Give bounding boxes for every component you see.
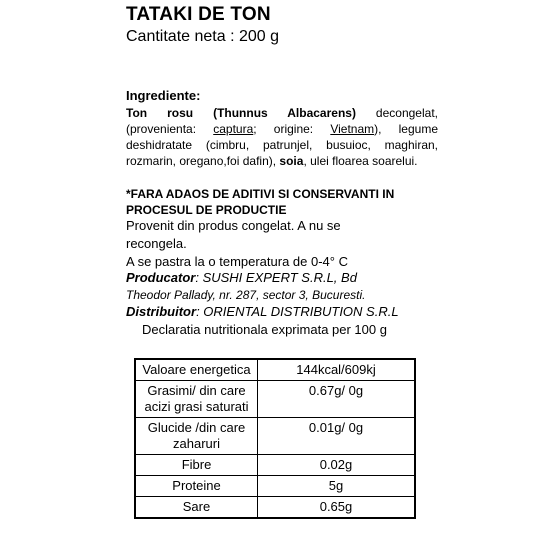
distributor-line bbox=[126, 304, 438, 319]
table-row bbox=[135, 476, 415, 497]
nutrition-declaration: Declaratia nutritionala exprimata per 100 g bbox=[142, 322, 387, 337]
table-row bbox=[135, 418, 415, 455]
captura-text: captura bbox=[213, 122, 254, 136]
no-additives-warning: *FARA ADAOS DE ADITIVI SI CONSERVANTI IN PROCESUL DE PRODUCTIE bbox=[126, 187, 395, 217]
ingredients-part: decongelat, bbox=[355, 106, 438, 120]
product-title: TATAKI DE TON bbox=[126, 4, 271, 25]
main-ingredient: Ton rosu (Thunnus Albacarens) bbox=[126, 106, 356, 120]
table-row bbox=[135, 497, 415, 519]
storage-line: recongela. bbox=[126, 236, 187, 251]
distributor-label: Distribuitor bbox=[126, 304, 197, 319]
ingredients-part: , ulei floarea soarelui. bbox=[303, 154, 418, 168]
producer-address: Theodor Pallady, nr. 287, sector 3, Bucuresti. bbox=[126, 288, 366, 302]
nutrition-table bbox=[134, 358, 416, 519]
nutrient-name: Grasimi/ din care acizi grasi saturati bbox=[135, 381, 258, 418]
ingredients-part: (provenienta: bbox=[126, 122, 214, 136]
nutrient-value: 0.02g bbox=[258, 455, 416, 476]
storage-temperature: A se pastra la o temperatura de 0-4° C bbox=[126, 254, 348, 269]
nutrient-name: Proteine bbox=[135, 476, 258, 497]
producer-label: Producator bbox=[126, 270, 196, 285]
nutrient-name: Valoare energetica bbox=[135, 359, 258, 381]
storage-line: Provenit din produs congelat. A nu se bbox=[126, 218, 341, 233]
nutrient-value: 0.67g/ 0g bbox=[258, 381, 416, 418]
distributor-value: : ORIENTAL DISTRIBUTION S.R.L bbox=[196, 304, 399, 319]
nutrient-value: 5g bbox=[258, 476, 416, 497]
table-row bbox=[135, 359, 415, 381]
ingredients-text bbox=[126, 105, 438, 169]
ingredients-part: ; origine: bbox=[253, 122, 331, 136]
nutrient-name: Fibre bbox=[135, 455, 258, 476]
net-quantity: Cantitate neta : 200 g bbox=[126, 28, 279, 45]
producer-value: : SUSHI EXPERT S.R.L, Bd bbox=[195, 270, 357, 285]
origin-country: Vietnam bbox=[330, 122, 375, 136]
allergen-soia: soia bbox=[279, 154, 304, 168]
producer-line bbox=[126, 270, 438, 285]
nutrient-name: Glucide /din care zaharuri bbox=[135, 418, 258, 455]
nutrient-value: 0.65g bbox=[258, 497, 416, 519]
nutrient-value: 0.01g/ 0g bbox=[258, 418, 416, 455]
nutrient-value: 144kcal/609kj bbox=[258, 359, 416, 381]
table-row bbox=[135, 381, 415, 418]
table-row bbox=[135, 455, 415, 476]
ingredients-heading: Ingrediente: bbox=[126, 88, 201, 103]
nutrient-name: Sare bbox=[135, 497, 258, 519]
ingredients-part: ), legume deshidratate (cimbru, patrunjel, busuioc, maghiran, rozmarin, oregano,foi dafin), bbox=[126, 122, 438, 168]
